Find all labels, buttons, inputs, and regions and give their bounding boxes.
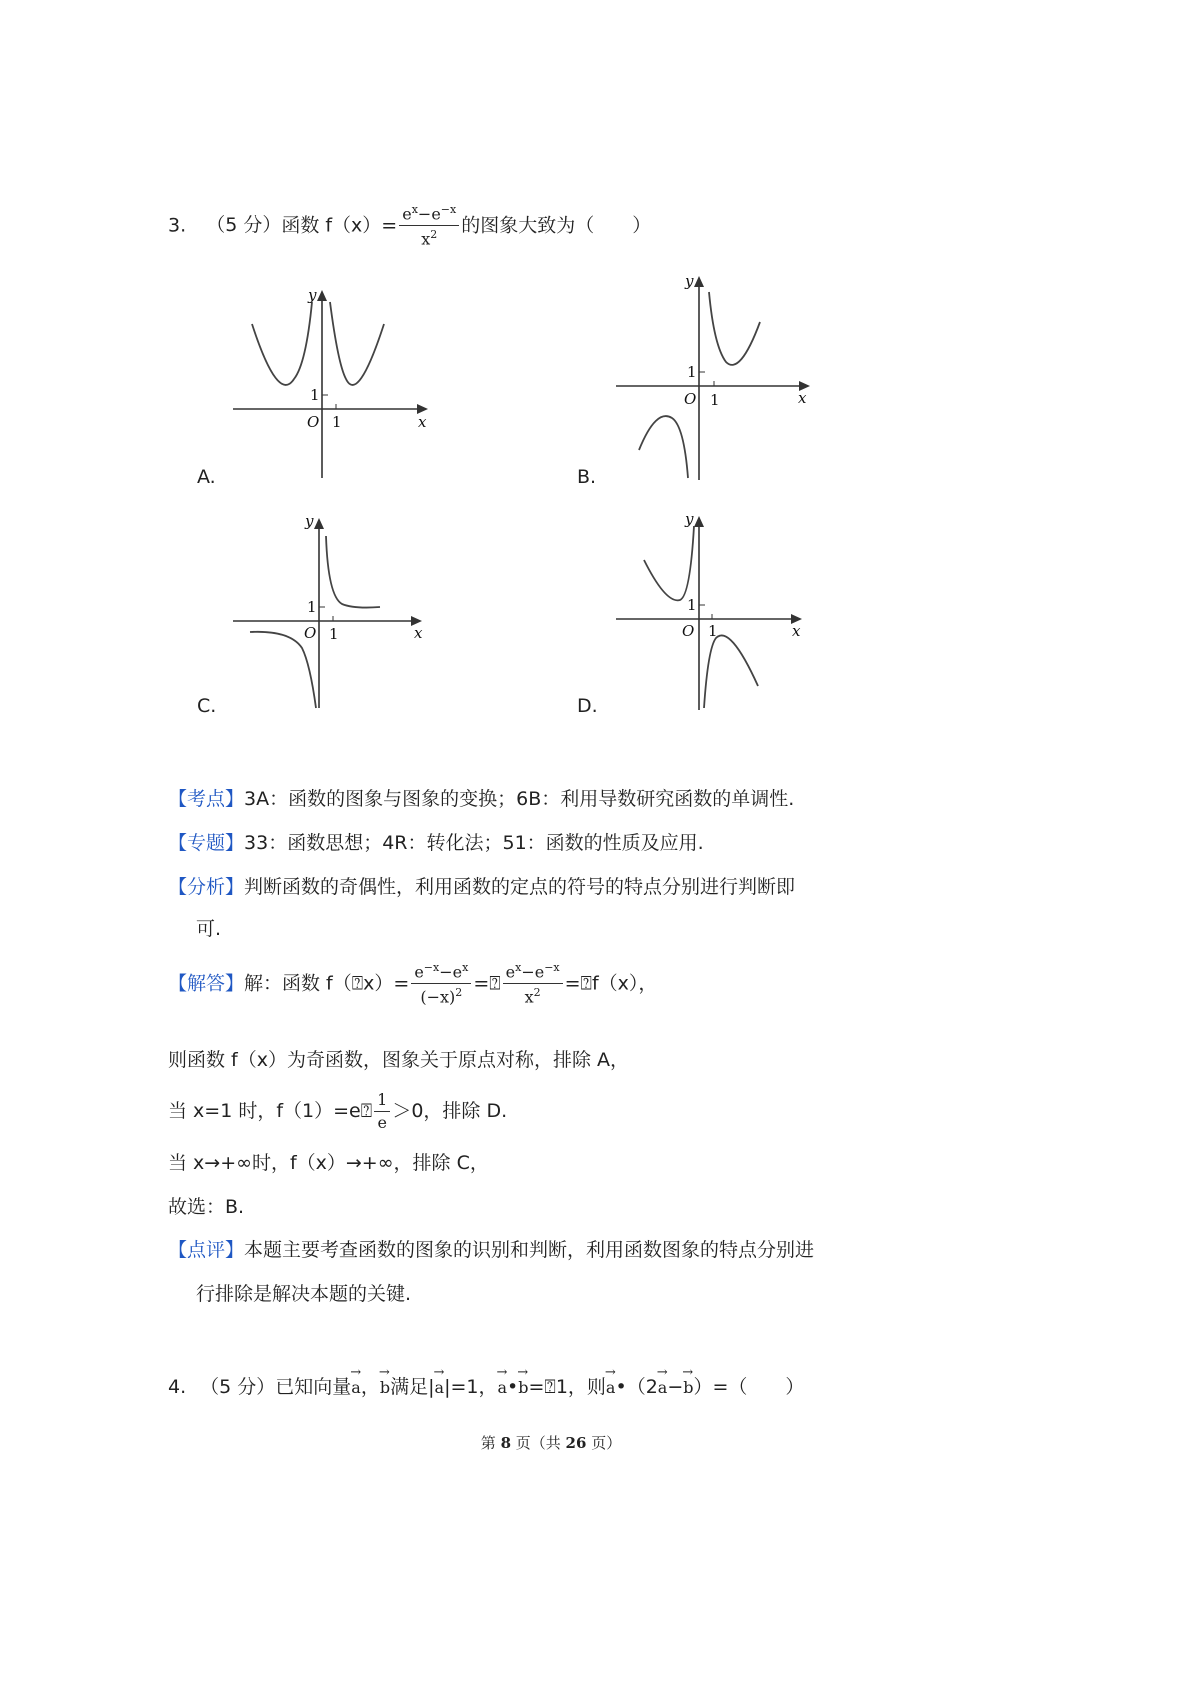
option-b-label[interactable]: B. [577,466,597,488]
equals-sign: = [564,972,581,995]
vector-a: → a [351,1374,361,1397]
solution-line-1: 则函数 f（x）为奇函数，图象关于原点对称，排除 A， [168,1049,630,1071]
fenxi-continuation: 可. [196,918,222,940]
question-number: 3. [168,214,187,237]
vector-a: → a [435,1374,445,1397]
jieda-lead-2: x）= [363,972,410,995]
fenxi-line [168,872,795,899]
footer-post: 页） [586,1434,622,1452]
stem-tail: 的图象大致为（ ） [461,214,652,237]
y-axis-label: y [308,286,317,304]
jieda-line [168,962,657,1006]
dianping-line [168,1235,814,1262]
y-tick-one: 1 [307,598,317,616]
q4-text: |=1， [444,1376,498,1398]
dot-operator: • [507,1376,519,1398]
question-score: （5 分） [206,214,282,237]
zhuanti-text: 33：函数思想；4R：转化法；51：函数的性质及应用. [244,832,704,854]
vector-b: → b [683,1374,693,1397]
jieda-lead: 解：函数 f（ [244,972,352,995]
zhuanti-tag: 【专题】 [168,832,245,854]
function-fraction: $\frac{e^x-e^{-x}}{x^2}$ [399,204,459,248]
kaodian-tag: 【考点】 [168,788,245,810]
dot-operator: • [615,1376,627,1398]
x-tick-one: 1 [710,391,720,409]
x-axis-label: x [792,622,801,640]
missing-glyph: ⍰ [351,972,364,995]
question-number: 4. [168,1376,187,1398]
fenxi-text: 判断函数的奇偶性，利用函数的定点的符号的特点分别进行判断即 [244,876,796,898]
y-tick-one: 1 [687,363,697,381]
vector-a: → a [658,1374,668,1397]
q4-text: 1，则 [555,1376,606,1398]
x-tick-one: 1 [329,625,339,643]
q4-text: ）=（ ） [693,1376,805,1398]
vector-b: → b [518,1374,528,1397]
graph-option-d[interactable] [608,508,818,712]
x-axis-label: x [414,624,423,642]
equals-sign: = [473,972,490,995]
page-footer [0,1432,1102,1453]
q4-text: 满足| [390,1376,435,1398]
y-tick-one: 1 [310,386,320,404]
fenxi-tag: 【分析】 [168,876,245,898]
question-3-stem [168,204,651,248]
option-a-label[interactable]: A. [197,466,216,488]
fraction-x: $\frac{e^x-e^{-x}}{x^2}$ [503,962,563,1006]
y-axis-label: y [305,512,314,530]
y-axis-label: y [685,272,694,290]
graph-option-a[interactable] [228,282,438,482]
kaodian-text: 3A：函数的图象与图象的变换；6B：利用导数研究函数的单调性. [244,788,795,810]
origin-label: O [304,624,317,642]
origin-label: O [684,390,697,408]
graph-option-c[interactable] [228,508,438,712]
solution-line-3: 当 x→+∞时，f（x）→+∞，排除 C， [168,1152,489,1174]
q4-comma: ， [360,1376,380,1398]
dianping-text: 本题主要考查函数的图象的识别和判断，利用函数图象的特点分别进 [244,1239,815,1261]
graph-option-b[interactable] [608,268,818,482]
q4-text: = [528,1376,545,1398]
missing-glyph: ⍰ [489,972,501,995]
missing-glyph: ⍰ [580,972,592,995]
dianping-continuation: 行排除是解决本题的关键. [196,1283,412,1305]
option-c-label[interactable]: C. [197,695,217,717]
solution-line-2 [168,1092,507,1131]
solution-line-4: 故选：B. [168,1196,245,1218]
dianping-tag: 【点评】 [168,1239,245,1261]
fraction-one-over-e: $\frac{1}{e}$ [374,1092,390,1131]
kaodian-line [168,784,794,811]
jieda-end: f（x）， [591,972,658,995]
solution-line-2-a: 当 x=1 时，f（1）=e [168,1100,361,1122]
missing-glyph: ⍰ [544,1376,556,1398]
option-d-label[interactable]: D. [577,695,598,717]
x-axis-label: x [418,413,427,431]
zhuanti-line [168,828,704,855]
x-tick-one: 1 [708,622,718,640]
jieda-tag: 【解答】 [168,972,245,995]
q4-text: 已知向量 [275,1376,352,1398]
footer-mid: 页（共 [511,1434,566,1452]
fraction-neg-x: $\frac{e^{-x}-e^x}{(-x)^2}$ [411,962,471,1006]
y-tick-one: 1 [687,596,697,614]
missing-glyph: ⍰ [360,1100,373,1122]
q4-text: （2 [626,1376,658,1398]
origin-label: O [682,622,695,640]
vector-a: → a [497,1374,507,1397]
vector-b: → b [380,1374,390,1397]
x-axis-label: x [798,389,807,407]
origin-label: O [307,413,320,431]
stem-lead: 函数 f（x）= [281,214,398,237]
total-pages: 26 [565,1434,587,1452]
vector-a: → a [606,1374,616,1397]
footer-pre: 第 [480,1434,501,1452]
y-axis-label: y [685,510,694,528]
question-4-stem [168,1372,804,1399]
solution-line-2-b: ＞0，排除 D. [392,1100,508,1122]
question-score: （5 分） [200,1376,276,1398]
x-tick-one: 1 [332,413,342,431]
current-page-number: 8 [500,1434,511,1452]
minus-operator: − [667,1376,684,1398]
